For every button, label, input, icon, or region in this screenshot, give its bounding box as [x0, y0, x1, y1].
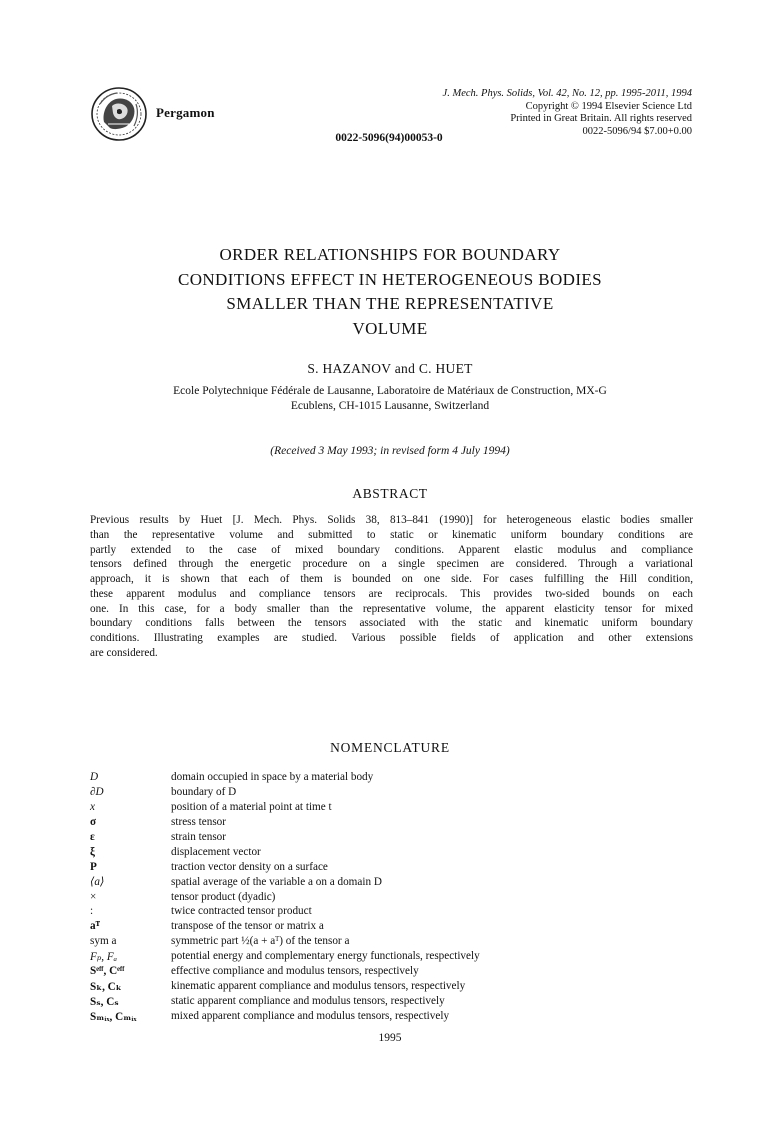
nomenclature-symbol: Sₖ, Cₖ [90, 980, 122, 993]
title-line: VOLUME [352, 318, 428, 338]
nomenclature-definition: kinematic apparent compliance and modulus tensors, respectively [171, 979, 466, 992]
nomenclature-item [90, 949, 690, 964]
nomenclature-item [90, 919, 690, 934]
authors: S. HAZANOV and C. HUET [307, 361, 473, 376]
nomenclature-symbol: aᵀ [90, 920, 100, 933]
nomenclature-item [90, 1008, 690, 1023]
publisher-name: Pergamon [156, 105, 215, 120]
nomenclature-symbol: ⟨a⟩ [90, 876, 105, 889]
nomenclature-symbol: Sᵉᶠᶠ, Cᵉᶠᶠ [90, 965, 125, 978]
nomenclature-symbol: σ [90, 816, 97, 829]
nomenclature-definition: spatial average of the variable a on a domain D [171, 875, 382, 888]
nomenclature-heading: NOMENCLATURE [330, 740, 450, 755]
nomenclature-definition: effective compliance and modulus tensors, respectively [171, 965, 419, 978]
nomenclature-item [90, 844, 690, 859]
abstract-body [90, 513, 693, 661]
printed-line: Printed in Great Britain. All rights reserved [510, 113, 692, 124]
doi [0, 132, 780, 144]
nomenclature-item [90, 874, 690, 889]
title-line: ORDER RELATIONSHIPS FOR BOUNDARY [219, 245, 561, 264]
abstract-line: one. In this case, for a body smaller than the representative volume, the apparent elasticity tensor for mixed [90, 602, 693, 615]
nomenclature-item [90, 978, 690, 993]
nomenclature-definition: boundary of D [171, 786, 237, 799]
nomenclature-symbol: ξ [90, 845, 95, 858]
nomenclature-symbol: Sₘᵢₓ, Cₘᵢₓ [90, 1010, 137, 1023]
nomenclature-item [90, 815, 690, 830]
abstract-line: boundary conditions falls between the tensors associated with the static and kinematic uniform boundary [90, 617, 693, 630]
nomenclature-item [90, 800, 690, 815]
nomenclature-item [90, 964, 690, 979]
nomenclature-item [90, 770, 690, 785]
nomenclature-symbol: ε [90, 831, 95, 843]
abstract-line: approach, it is shown that each of them is bounded on one side. For cases fulfilling the Hill condition, [90, 573, 693, 585]
abstract-line: tensors defined through the energetic procedure on a single specimen are considered. Through a variational [90, 558, 693, 571]
abstract-line: these apparent modulus and compliance tensors are reciprocals. This provides two-sided bounds on each [90, 587, 693, 600]
abstract-line: partly extended to the case of mixed boundary conditions. Apparent elastic modulus and compliance [90, 543, 693, 556]
affiliation [90, 384, 690, 414]
nomenclature-item [90, 830, 690, 845]
nomenclature-symbol: : [90, 905, 94, 918]
nomenclature-definition: tensor product (dyadic) [171, 890, 276, 903]
paper-title [90, 243, 690, 341]
nomenclature-definition: symmetric part ½(a + aᵀ) of the tensor a [171, 935, 350, 948]
received-dates: (Received 3 May 1993; in revised form 4 July 1994) [270, 445, 510, 457]
nomenclature-definition: strain tensor [171, 831, 226, 843]
nomenclature-symbol: Fₚ, Fₐ [90, 950, 118, 963]
affiliation-line: Ecublens, CH-1015 Lausanne, Switzerland [290, 400, 490, 412]
nomenclature-definition: displacement vector [171, 845, 261, 858]
abstract-line: are considered. [90, 646, 158, 659]
nomenclature-definition: static apparent compliance and modulus tensors, respectively [171, 994, 445, 1007]
doi-text: 0022-5096(94)00053-0 [335, 132, 443, 144]
nomenclature-symbol: Sₛ, Cₛ [90, 995, 119, 1008]
nomenclature-definition: mixed apparent compliance and modulus tensors, respectively [171, 1009, 450, 1022]
nomenclature-item [90, 934, 690, 949]
nomenclature-definition: transpose of the tensor or matrix a [171, 920, 324, 933]
nomenclature-definition: potential energy and complementary energy functionals, respectively [171, 950, 480, 963]
nomenclature-item [90, 993, 690, 1008]
nomenclature-definition: traction vector density on a surface [171, 860, 328, 873]
nomenclature-symbol: D [90, 771, 99, 784]
nomenclature-item [90, 785, 690, 800]
abstract-line: Previous results by Huet [J. Mech. Phys. Solids 38, 813–841 (1990)] for heterogeneous elastic bodies smaller [90, 514, 693, 526]
nomenclature-definition: stress tensor [171, 816, 226, 829]
nomenclature-list [90, 770, 690, 1023]
abstract-heading: ABSTRACT [352, 486, 428, 501]
title-line: CONDITIONS EFFECT IN HETEROGENEOUS BODIES [177, 269, 603, 289]
title-line: SMALLER THAN THE REPRESENTATIVE [226, 294, 554, 313]
nomenclature-item [90, 904, 690, 919]
nomenclature-symbol: sym a [90, 935, 117, 948]
nomenclature-definition: domain occupied in space by a material body [171, 771, 374, 784]
nomenclature-symbol: x [90, 801, 95, 814]
copyright-line: Copyright © 1994 Elsevier Science Ltd [525, 100, 692, 112]
nomenclature-definition: position of a material point at time t [171, 801, 332, 814]
nomenclature-item [90, 889, 690, 904]
price-line: 0022-5096/94 $7.00+0.00 [582, 125, 692, 137]
nomenclature-symbol: ∂D [90, 786, 104, 799]
page-number: 1995 [378, 1032, 402, 1044]
nomenclature-symbol: × [90, 890, 97, 903]
nomenclature-item [90, 859, 690, 874]
journal-citation: J. Mech. Phys. Solids, Vol. 42, No. 12, pp. 1995-2011, 1994 [442, 88, 692, 99]
nomenclature-symbol: P [90, 860, 97, 873]
abstract-line: conditions. Illustrating examples are studied. Various possible fields of application and other extensions [90, 632, 693, 644]
journal-info [340, 88, 692, 138]
abstract-line: than the representative volume and submitted to static or kinematic uniform boundary conditions are [90, 528, 693, 541]
affiliation-line: Ecole Polytechnique Fédérale de Lausanne, Laboratoire de Matériaux de Construction, MX-G [173, 385, 607, 397]
nomenclature-definition: twice contracted tensor product [171, 905, 312, 918]
